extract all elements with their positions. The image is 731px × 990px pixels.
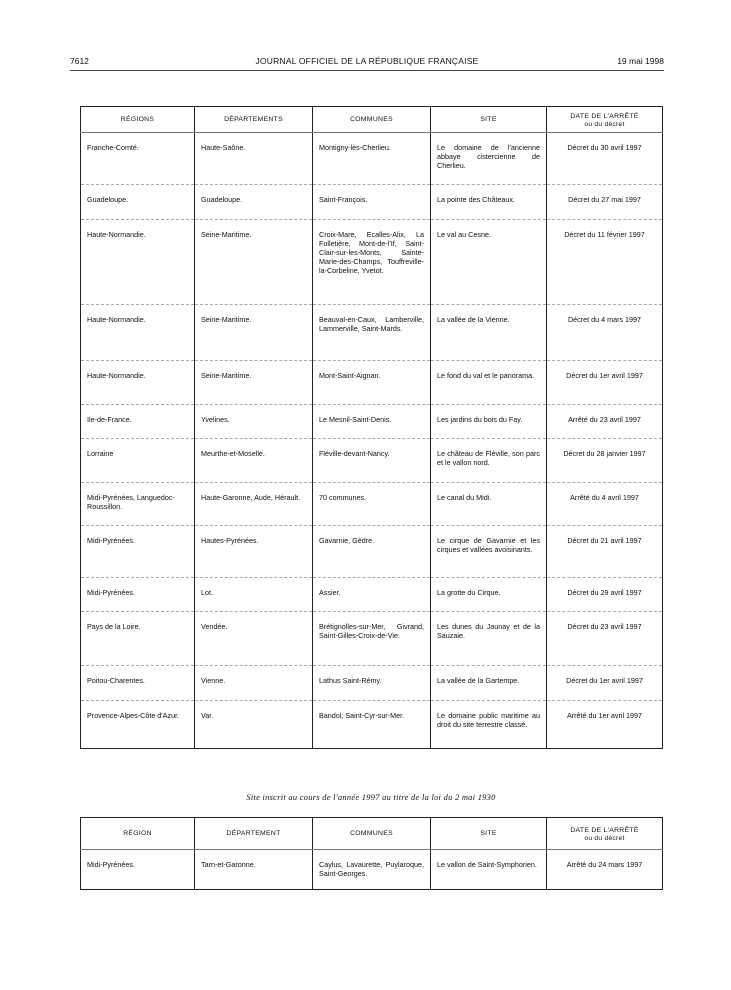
cell-site: Le vallon de Saint-Symphorien. [431, 850, 547, 890]
cell-site: La vallée de la Vienne. [431, 305, 547, 361]
cell-departement: Seine-Maritime. [195, 220, 313, 305]
table-header-row [81, 107, 663, 133]
cell-site: La grotte du Cirque. [431, 578, 547, 612]
cell-site: La pointe des Châteaux. [431, 185, 547, 220]
table-row [81, 578, 663, 612]
cell-communes: Caylus, Lavaurette, Puylaroque, Saint-Georges. [313, 850, 431, 890]
table-row [81, 612, 663, 666]
cell-region: Midi-Pyrénées, Languedoc-Roussillon. [81, 483, 195, 526]
table-row [81, 220, 663, 305]
cell-communes: Le Mesnil-Saint-Denis. [313, 405, 431, 439]
inscribed-sites-table [80, 817, 663, 890]
cell-region: Poitou-Charentes. [81, 666, 195, 701]
cell-communes: Assier. [313, 578, 431, 612]
cell-departement: Tarn-et-Garonne. [195, 850, 313, 890]
cell-date: Arrêté du 4 avril 1997 [547, 483, 663, 526]
cell-region: Pays de la Loire. [81, 612, 195, 666]
table-header-row [81, 818, 663, 850]
cell-date: Décret du 29 avril 1997 [547, 578, 663, 612]
cell-departement: Haute-Garonne, Aude, Hérault. [195, 483, 313, 526]
header-rule [70, 70, 664, 71]
table-row [81, 405, 663, 439]
table-row [81, 133, 663, 185]
cell-region: Haute-Normandie. [81, 220, 195, 305]
cell-communes: Saint-François. [313, 185, 431, 220]
cell-site: Le val au Cesne. [431, 220, 547, 305]
cell-departement: Lot. [195, 578, 313, 612]
cell-site: Le château de Fléville, son parc et le vallon nord. [431, 439, 547, 483]
cell-communes: Gavarnie, Gèdre. [313, 526, 431, 578]
cell-date: Décret du 1er avril 1997 [547, 666, 663, 701]
cell-region: Haute-Normandie. [81, 361, 195, 405]
cell-site: Le domaine public maritime au droit du site terrestre classé. [431, 701, 547, 749]
page-header [70, 55, 664, 67]
header-date-main: DATE DE L'ARRÊTÉ [570, 112, 639, 120]
cell-site: Les dunes du Jaunay et de la Sauzaie. [431, 612, 547, 666]
cell-communes: Beauval-en-Caux, Lamberville, Lammerville, Saint-Mards. [313, 305, 431, 361]
journal-title: JOURNAL OFFICIEL DE LA RÉPUBLIQUE FRANÇAISE [255, 56, 479, 66]
header-communes: COMMUNES [313, 107, 431, 133]
cell-date: Arrêté du 24 mars 1997 [547, 850, 663, 890]
cell-departement: Haute-Saône. [195, 133, 313, 185]
cell-departement: Guadeloupe. [195, 185, 313, 220]
cell-departement: Yvelines. [195, 405, 313, 439]
header-date-sub: ou du décret [584, 120, 625, 128]
header-departements: DÉPARTEMENTS [195, 107, 313, 133]
header-regions: RÉGIONS [81, 107, 195, 133]
table-row [81, 305, 663, 361]
cell-date: Décret du 28 janvier 1997 [547, 439, 663, 483]
cell-departement: Hautes-Pyrénées. [195, 526, 313, 578]
cell-site: Le canal du Midi. [431, 483, 547, 526]
cell-date: Décret du 23 avril 1997 [547, 612, 663, 666]
cell-region: Midi-Pyrénées. [81, 526, 195, 578]
cell-date: Décret du 11 février 1997 [547, 220, 663, 305]
cell-communes: Brétignolles-sur-Mer, Givrand, Saint-Gilles-Croix-de-Vie. [313, 612, 431, 666]
table-row [81, 185, 663, 220]
cell-region: Provence-Alpes-Côte d'Azur. [81, 701, 195, 749]
cell-site: Le domaine de l'ancienne abbaye cistercienne de Cherlieu. [431, 133, 547, 185]
section-subtitle: Site inscrit au cours de l'année 1997 au titre de la loi du 2 mai 1930 [246, 793, 496, 802]
table-row [81, 526, 663, 578]
header-date-sub: ou du décret [584, 834, 625, 842]
page-number: 7612 [70, 56, 89, 66]
cell-communes: Lathus Saint-Rémy. [313, 666, 431, 701]
classified-sites-table [80, 106, 663, 749]
cell-region: Franche-Comté. [81, 133, 195, 185]
cell-departement: Meurthe-et-Moselle. [195, 439, 313, 483]
table-row [81, 701, 663, 749]
table-row [81, 483, 663, 526]
cell-departement: Seine-Maritime. [195, 305, 313, 361]
cell-region: Midi-Pyrénées. [81, 850, 195, 890]
cell-region: Guadeloupe. [81, 185, 195, 220]
table-row [81, 850, 663, 890]
cell-communes: 70 communes. [313, 483, 431, 526]
cell-site: Les jardins du bois du Fay. [431, 405, 547, 439]
header-departement: DÉPARTEMENT [195, 818, 313, 850]
header-site: SITE [431, 107, 547, 133]
table-row [81, 361, 663, 405]
cell-departement: Vienne. [195, 666, 313, 701]
cell-region: Haute-Normandie. [81, 305, 195, 361]
header-region: RÉGION [81, 818, 195, 850]
header-date [547, 818, 663, 850]
table-row [81, 439, 663, 483]
cell-region: Ile-de-France. [81, 405, 195, 439]
cell-date: Décret du 21 avril 1997 [547, 526, 663, 578]
cell-departement: Var. [195, 701, 313, 749]
cell-site: Le cirque de Gavarnie et les cirques et vallées avoisinants. [431, 526, 547, 578]
cell-departement: Vendée. [195, 612, 313, 666]
header-communes: COMMUNES [313, 818, 431, 850]
cell-departement: Seine-Maritime. [195, 361, 313, 405]
cell-site: Le fond du val et le panorama. [431, 361, 547, 405]
cell-date: Décret du 1er avril 1997 [547, 361, 663, 405]
issue-date: 19 mai 1998 [617, 56, 664, 66]
cell-date: Décret du 27 mai 1997 [547, 185, 663, 220]
cell-date: Décret du 30 avril 1997 [547, 133, 663, 185]
header-site: SITE [431, 818, 547, 850]
cell-region: Lorraine [81, 439, 195, 483]
cell-date: Arrêté du 23 avril 1997 [547, 405, 663, 439]
cell-site: La vallée de la Gartempe. [431, 666, 547, 701]
cell-date: Arrêté du 1er avril 1997 [547, 701, 663, 749]
cell-communes: Mont-Saint-Aignan. [313, 361, 431, 405]
table-row [81, 666, 663, 701]
cell-communes: Montigny-lès-Cherlieu. [313, 133, 431, 185]
cell-communes: Croix-Mare, Ecalles-Alix, La Folletière, Mont-de-l'If, Saint-Clair-sur-les-Monts, Sainte-Marie-des-Champs, Touffreville-la-Corbeline, Yvetot. [313, 220, 431, 305]
header-date [547, 107, 663, 133]
cell-date: Décret du 4 mars 1997 [547, 305, 663, 361]
cell-region: Midi-Pyrénées. [81, 578, 195, 612]
header-date-main: DATE DE L'ARRÊTÉ [570, 826, 639, 834]
cell-communes: Bandol, Saint-Cyr-sur-Mer. [313, 701, 431, 749]
cell-communes: Fléville-devant-Nancy. [313, 439, 431, 483]
